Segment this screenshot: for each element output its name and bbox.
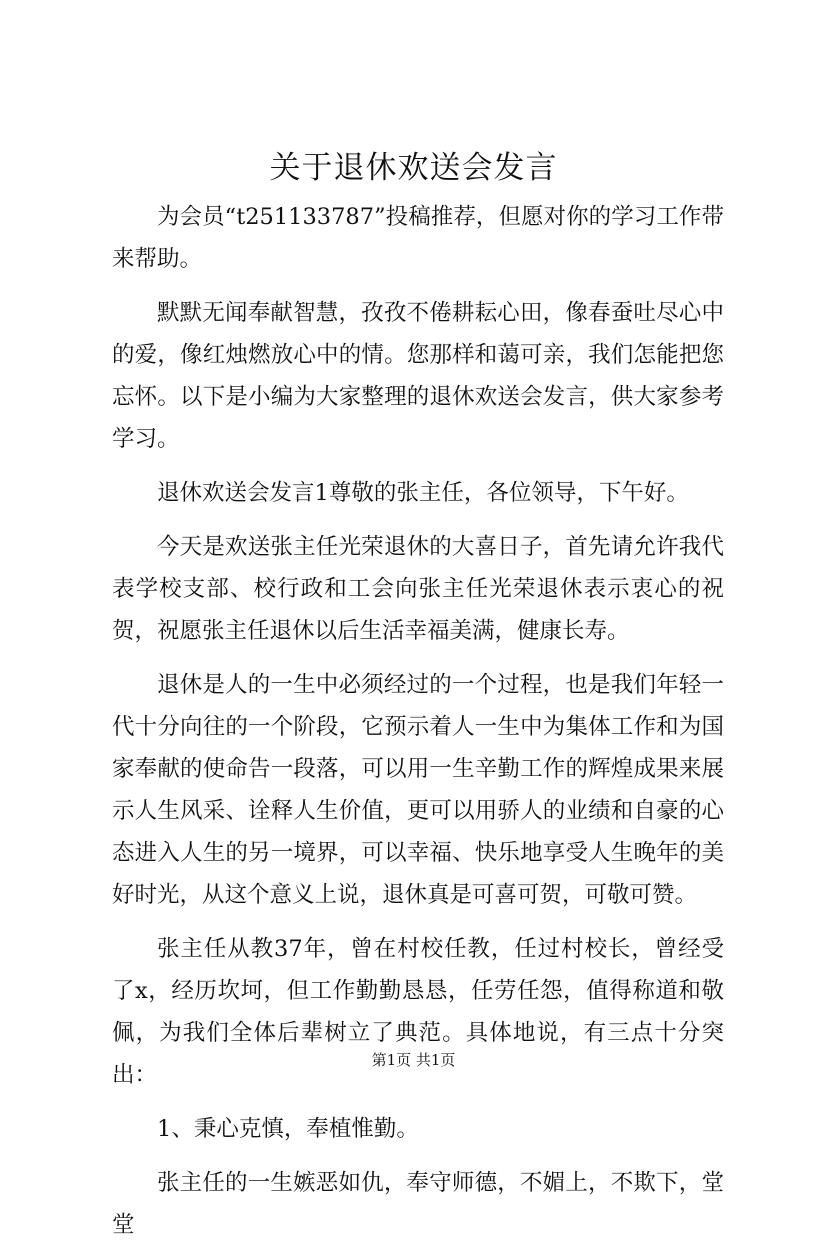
paragraph: 今天是欢送张主任光荣退休的大喜日子，首先请允许我代表学校支部、校行政和工会向张主任光荣退休表示衷心的祝贺，祝愿张主任退休以后生活幸福美满，健康长寿。 — [112, 534, 724, 644]
paragraph: 为会员“t251133787”投稿推荐，但愿对你的学习工作带来帮助。 — [112, 204, 724, 272]
paragraph: 退休是人的一生中必须经过的一个过程，也是我们年轻一代十分向往的一个阶段，它预示着人一生中为集体工作和为国家奉献的使命告一段落，可以用一生辛勤工作的辉煌成果来展示人生风采、诠释人生价值，更可以用骄人的业绩和自豪的心态进入人生的另一境界，可以幸福、快乐地享受人生晚年的美好时光，从这个意义上说，退休真是可喜可贺，可敬可赞。 — [112, 672, 724, 908]
page-footer: 第1页 共1页 — [371, 1051, 456, 1069]
paragraph: 张主任的一生嫉恶如仇，奉守师德，不媚上，不欺下，堂堂 — [112, 1170, 724, 1238]
document-body — [112, 196, 724, 1246]
paragraph: 默默无闻奉献智慧，孜孜不倦耕耘心田，像春蚕吐尽心中的爱，像红烛燃放心中的情。您那样和蔼可亲，我们怎能把您忘怀。以下是小编为大家整理的退休欢送会发言，供大家参考学习。 — [112, 300, 724, 452]
paragraph: 退休欢送会发言1尊敬的张主任，各位领导，下午好。 — [157, 480, 689, 506]
paragraph: 1、秉心克慎，奉植惟勤。 — [157, 1116, 419, 1142]
paragraph: 张主任从教37年，曾在村校任教，任过村校长，曾经受了x，经历坎坷，但工作勤勤恳恳，任劳任怨，值得称道和敬佩，为我们全体后辈树立了典范。具体地说，有三点十分突出： — [112, 936, 724, 1088]
document-title: 关于退休欢送会发言 — [269, 150, 558, 186]
